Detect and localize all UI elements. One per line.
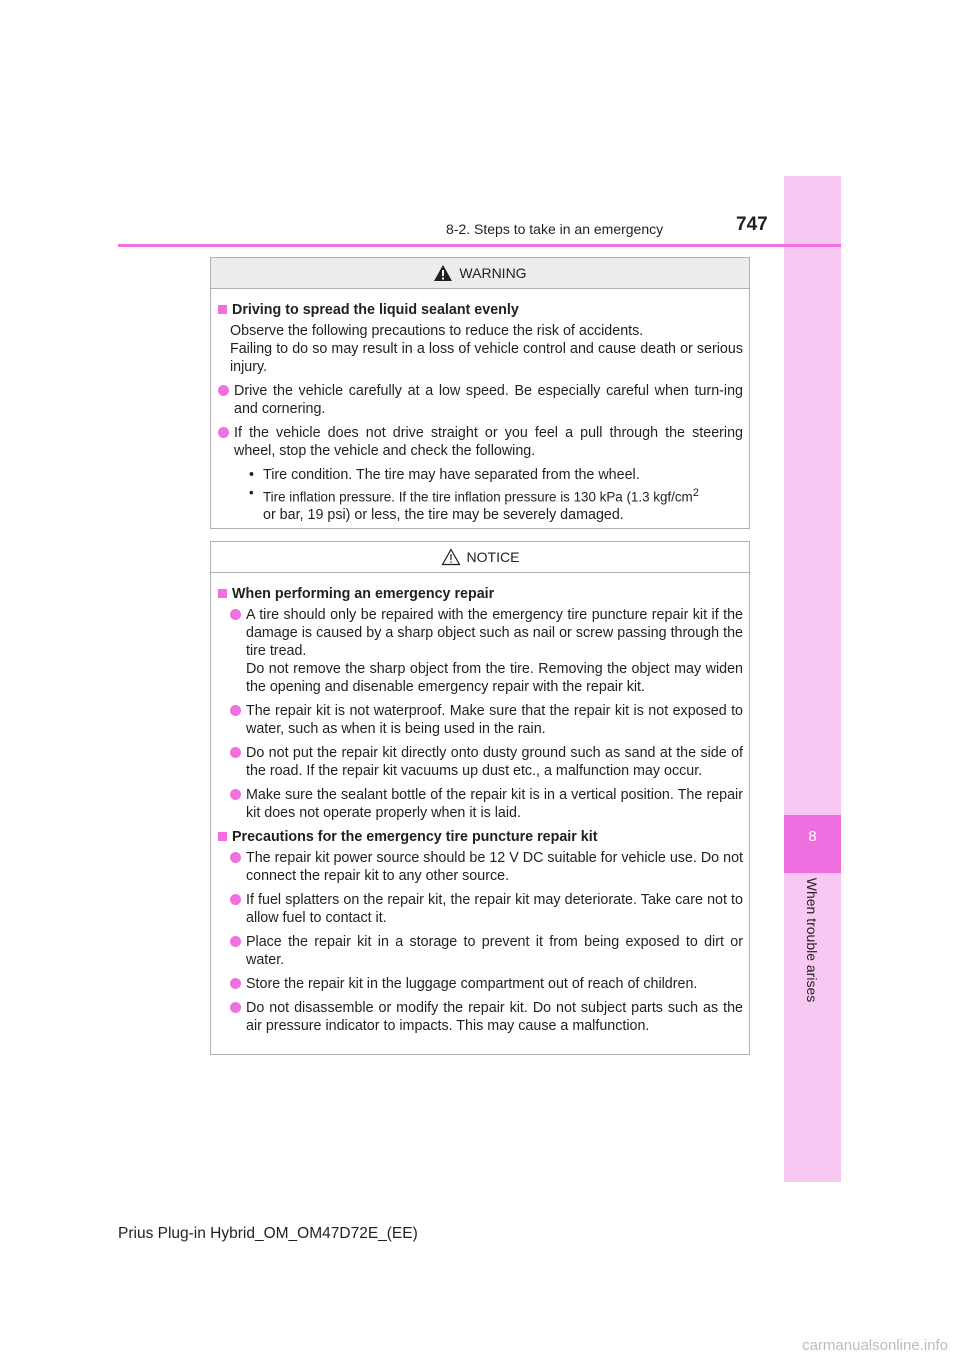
- bullet-dot-icon: [230, 894, 241, 905]
- list-item: Do not disassemble or modify the repair kit. Do not subject parts such as the air pressure indicator to impacts. This may cause a malfunction.: [230, 999, 743, 1035]
- list-item: Place the repair kit in a storage to prevent it from being exposed to dirt or water.: [230, 933, 743, 969]
- list-item: If fuel splatters on the repair kit, the repair kit may deteriorate. Take care not to allow fuel to contact it.: [230, 891, 743, 927]
- list-item: Do not put the repair kit directly onto dusty ground such as sand at the side of the road. If the repair kit vacuums up dust etc., a malfunction may occur.: [230, 744, 743, 780]
- warning-header: [211, 258, 749, 289]
- chapter-title: When trouble arises: [804, 877, 820, 1003]
- notice-label: NOTICE: [466, 549, 520, 565]
- header-rule: [118, 244, 841, 247]
- page-number: 747: [736, 214, 768, 235]
- notice-triangle-icon: [441, 548, 461, 566]
- section-header: 8-2. Steps to take in an emergency: [446, 221, 664, 237]
- bullet-dot-icon: [230, 852, 241, 863]
- list-item: The repair kit power source should be 12 V DC suitable for vehicle use. Do not connect the repair kit to any other source.: [230, 849, 743, 885]
- bullet-dot-icon: [230, 978, 241, 989]
- bullet-dot-icon: [230, 936, 241, 947]
- watermark: carmanualsonline.info: [802, 1337, 948, 1354]
- chapter-number: 8: [808, 828, 817, 845]
- warning-label: WARNING: [459, 265, 527, 281]
- list-item: Drive the vehicle carefully at a low speed. Be especially careful when turn-ing and cornering.: [218, 382, 743, 418]
- warning-triangle-icon: [433, 264, 453, 282]
- sub-item: • Tire condition. The tire may have separated from the wheel.: [249, 467, 640, 483]
- bullet-dot-icon: [230, 609, 241, 620]
- section-square-icon: [218, 832, 227, 841]
- sub-item-continuation: or bar, 19 psi) or less, the tire may be severely damaged.: [263, 507, 624, 524]
- bullet-dot-icon: [230, 789, 241, 800]
- section-square-icon: [218, 305, 227, 314]
- list-item: A tire should only be repaired with the emergency tire puncture repair kit if the damage is caused by a sharp object such as nail or screw passing through the tire tread. Do not remove the sharp object from the tire. Removing the object may widen the opening and disenable emergency repair with the repair kit.: [230, 606, 743, 696]
- bullet-dot-icon: [230, 1002, 241, 1013]
- notice-heading-2: Precautions for the emergency tire puncture repair kit: [232, 829, 598, 845]
- bullet-dot-icon: [218, 385, 229, 396]
- list-item: If the vehicle does not drive straight or you feel a pull through the steering wheel, stop the vehicle and check the following.: [218, 424, 743, 460]
- bullet-dot-icon: [230, 747, 241, 758]
- notice-heading-1: When performing an emergency repair: [232, 586, 495, 602]
- warning-consequence: Failing to do so may result in a loss of vehicle control and cause death or serious injury.: [230, 341, 743, 375]
- document-footer: Prius Plug-in Hybrid_OM_OM47D72E_(EE): [118, 1225, 418, 1242]
- bullet-dot-icon: [230, 705, 241, 716]
- list-item: Store the repair kit in the luggage compartment out of reach of children.: [230, 975, 743, 993]
- sub-item: • Tire inflation pressure. If the tire inflation pressure is 130 kPa (1.3 kgf/$cm^2$: [249, 485, 699, 505]
- warning-box: [210, 257, 750, 529]
- warning-heading: Driving to spread the liquid sealant evenly: [232, 302, 519, 318]
- warning-intro: Observe the following precautions to reduce the risk of accidents.: [230, 323, 644, 339]
- notice-header: [211, 542, 749, 573]
- list-item: Make sure the sealant bottle of the repair kit is in a vertical position. The repair kit does not operate properly when it is laid.: [230, 786, 743, 822]
- section-square-icon: [218, 589, 227, 598]
- notice-box: [210, 541, 750, 1055]
- superscript: 2: [692, 487, 699, 499]
- bullet-dot-icon: [218, 427, 229, 438]
- list-item: The repair kit is not waterproof. Make sure that the repair kit is not exposed to water, such as when it is being used in the rain.: [230, 702, 743, 738]
- chapter-side-tab: [784, 176, 841, 1182]
- sub-list: [218, 466, 743, 524]
